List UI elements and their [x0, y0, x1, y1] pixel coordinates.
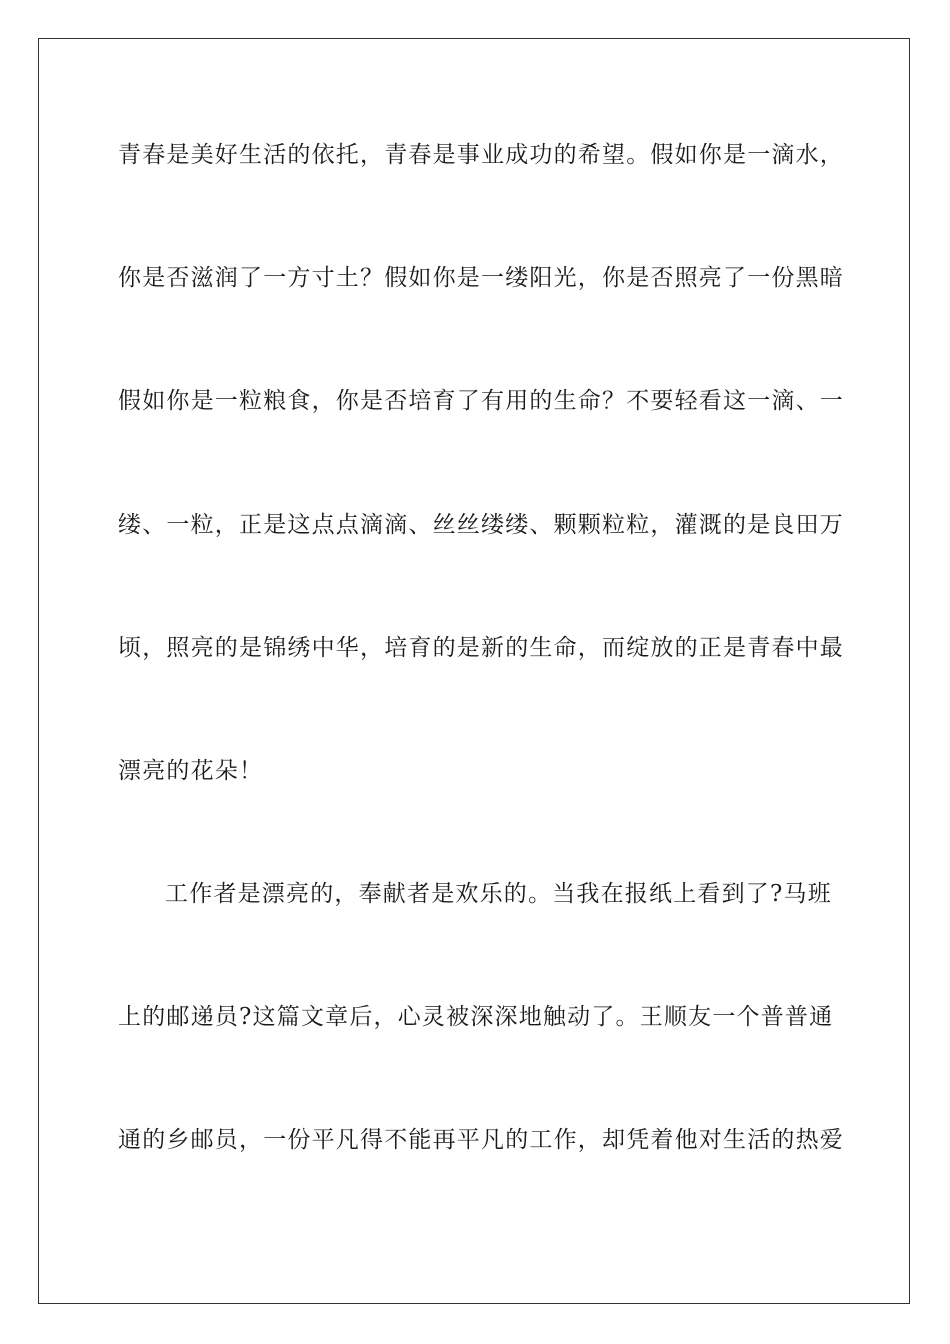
paragraph-line: 你是否滋润了一方寸土？假如你是一缕阳光，你是否照亮了一份黑暗 — [118, 265, 844, 291]
paragraph-line: 工作者是漂亮的，奉献者是欢乐的。当我在报纸上看到了?马班 — [165, 881, 832, 907]
paragraph-line: 上的邮递员?这篇文章后，心灵被深深地触动了。王顺友一个普普通 — [118, 1004, 834, 1030]
paragraph-line: 青春是美好生活的依托，青春是事业成功的希望。假如你是一滴水， — [118, 142, 844, 168]
paragraph-line: 通的乡邮员，一份平凡得不能再平凡的工作，却凭着他对生活的热爱 — [118, 1127, 844, 1153]
paragraph-line: 假如你是一粒粮食，你是否培育了有用的生命？不要轻看这一滴、一 — [118, 388, 844, 414]
page-border — [38, 38, 910, 1304]
paragraph-line: 漂亮的花朵！ — [118, 758, 264, 784]
paragraph-line: 顷，照亮的是锦绣中华，培育的是新的生命，而绽放的正是青春中最 — [118, 635, 844, 661]
paragraph-line: 缕、一粒，正是这点点滴滴、丝丝缕缕、颗颗粒粒，灌溉的是良田万 — [118, 512, 844, 538]
